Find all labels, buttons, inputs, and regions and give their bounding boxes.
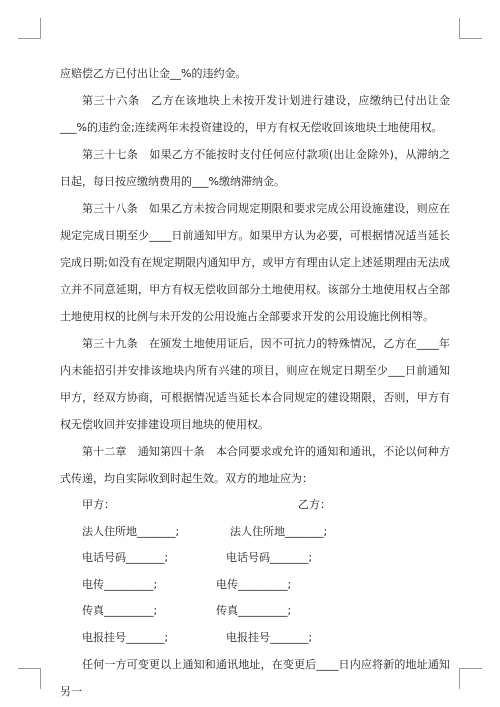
party-labels-row bbox=[60, 492, 450, 519]
party-a-fax: 传真_________; bbox=[82, 604, 158, 617]
party-b-residence: 法人住所地_______; bbox=[230, 524, 328, 538]
article-39: 第三十九条 在颁发土地使用证后，因不可抗力的特殊情况，乙方在____年内未能招引并安排该地块内所有兴建的项目，则应在规定日期至少___日前通知甲方，经双方协商，可根据情况适当延长本合同规定的建设期限，否则，甲方有权无偿收回并安排建设项目地块的使用权。 bbox=[60, 337, 450, 431]
document-page bbox=[60, 60, 450, 705]
fax-row bbox=[60, 598, 450, 625]
telex-row bbox=[60, 572, 450, 599]
article-37: 第三十七条 如果乙方不能按时支付任何应付款项(出让金除外)，从滞纳之日起，每日按应缴纳费用的___%缴纳滞纳金。 bbox=[60, 148, 450, 188]
closing-paragraph: 任何一方可变更以上通知和通讯地址，在变更后____日内应将新的地址通知另一 bbox=[60, 658, 450, 698]
chapter-12-article-40: 第十二章 通知第四十条 本合同要求或允许的通知和通讯，不论以何种方式传递，均自实际收到时起生效。双方的地址应为： bbox=[60, 445, 450, 485]
phone-row bbox=[60, 545, 450, 572]
crop-mark-bottom-right-h bbox=[460, 668, 482, 669]
article-38: 第三十八条 如果乙方未按合同规定期限和要求完成公用设施建设，则应在规定完成日期至少____日前通知甲方。如果甲方认为必要，可根据情况适当延长完成日期;如没有在规定期限内通知甲方，或甲方有理由认定上述延期理由无法成立并不同意延期，甲方有权无偿收回部分土地使用权。该部分土地使用权占全部土地使用权的比例与未开发的公用设施占全部要求开发的公用设施比例相等。 bbox=[60, 202, 450, 323]
party-a-label: 甲方： bbox=[82, 498, 115, 511]
crop-mark-top-left-v bbox=[40, 18, 41, 39]
party-b-fax: 传真_________; bbox=[216, 604, 292, 617]
party-b-telex: 电传_________; bbox=[216, 577, 292, 591]
address-row bbox=[60, 519, 450, 546]
article-36: 第三十六条 乙方在该地块上未按开发计划进行建设，应缴纳已付出让金___%的违约金;连续两年未投资建设的，甲方有权无偿收回该地块土地使用权。 bbox=[60, 94, 450, 134]
crop-mark-bottom-left-v bbox=[40, 668, 41, 689]
crop-mark-top-right-h bbox=[460, 38, 482, 39]
paragraph-continuation: 应赔偿乙方已付出让金__%的违约金。 bbox=[60, 67, 247, 80]
party-a-residence: 法人住所地_______; bbox=[82, 524, 180, 538]
party-b-label: 乙方： bbox=[298, 498, 331, 511]
telegram-row bbox=[60, 625, 450, 652]
party-a-telegram: 电报挂号_______; bbox=[82, 630, 169, 644]
crop-mark-bottom-right-v bbox=[459, 668, 460, 689]
party-b-phone: 电话号码_______; bbox=[226, 551, 313, 564]
crop-mark-top-right-v bbox=[459, 18, 460, 39]
party-a-phone: 电话号码_______; bbox=[82, 551, 169, 564]
party-a-telex: 电传_________; bbox=[82, 577, 158, 591]
crop-mark-bottom-left-h bbox=[18, 668, 40, 669]
party-b-telegram: 电报挂号_______; bbox=[226, 630, 313, 644]
crop-mark-top-left-h bbox=[18, 38, 40, 39]
